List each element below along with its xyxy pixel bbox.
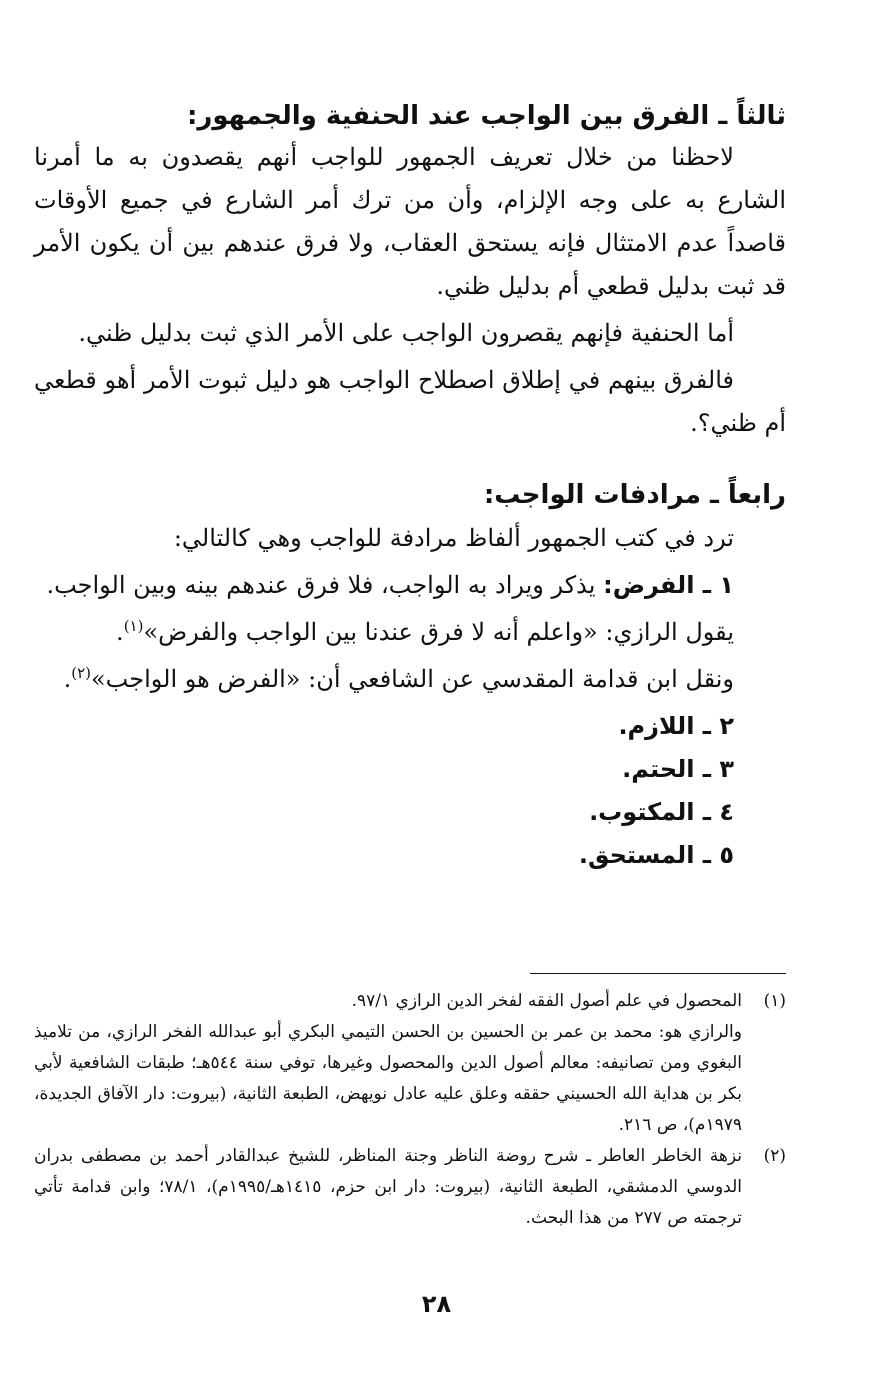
section4-intro: ترد في كتب الجمهور ألفاظ مرادفة للواجب وهي كالتالي: [173,524,734,552]
synonym-item-1 [34,564,786,607]
razi-quote-end: . [116,618,124,646]
footnote-1-citation: المحصول في علم أصول الفقه لفخر الدين الرازي ٩٧/١. [351,991,742,1011]
section4-heading: رابعاً ـ مرادفات الواجب: [483,480,786,510]
razi-quote-text: يقول الرازي: «واعلم أنه لا فرق عندنا بين الواجب والفرض» [143,618,734,646]
razi-quote [34,611,786,654]
footnote-1-biography: والرازي هو: محمد بن عمر بن الحسين بن الحسن التيمي البكري أبو عبدالله الفخر الرازي، من تلاميذ البغوي ومن تصانيفه: معالم أصول الدين والمحصول وغيرها، توفي سنة ٥٤٤هـ؛ طبقات الشافعية لأبي بكر بن هداية الله الحسيني حققه وعلق عليه عادل نويهض، الطبعة الثانية، (بيروت: دار الآفاق الجديدة، ١٩٧٩م)، ص ٢١٦. [34,1022,742,1135]
footnote-1-number: (١) [763,991,786,1011]
main-text [34,96,786,877]
footnote-2-number: (٢) [763,1146,786,1166]
footnote-divider [530,973,786,974]
section3-heading: ثالثاً ـ الفرق بين الواجب عند الحنفية والجمهور: [187,101,786,131]
qudama-quote [34,658,786,701]
synonym-item-2: ٢ ـ اللازم. [618,712,734,740]
section3-paragraph-1: لاحظنا من خلال تعريف الجمهور للواجب أنهم يقصدون به ما أمرنا الشارع به على وجه الإلزام، وأن من ترك أمر الشارع في جميع الأوقات قاصداً عدم الامتثال فإنه يستحق العقاب، ولا فرق عندهم بين أن يكون الأمر قد ثبت بدليل قطعي أم بدليل ظني. [34,143,786,300]
footnote-1 [34,986,786,1141]
footnote-ref-2[interactable]: (٢) [71,664,91,682]
footnote-2 [34,1141,786,1234]
footnote-1-body [34,986,742,1141]
footnote-ref-1[interactable]: (١) [123,617,144,635]
synonym-item-4: ٤ ـ المكتوب. [589,798,734,826]
footnote-2-body: نزهة الخاطر العاطر ـ شرح روضة الناظر وجنة المناظر، للشيخ عبدالقادر أحمد بن مصطفى بدران الدوسي الدمشقي، الطبعة الثانية، (بيروت: دار ابن حزم، ١٤١٥هـ/١٩٩٥م)، ٧٨/١؛ وابن قدامة تأتي ترجمته ص ٢٧٧ من هذا البحث. [34,1146,742,1228]
page-number: ٢٨ [421,1290,452,1318]
qudama-quote-end: . [63,665,72,693]
section3-paragraph-3: فالفرق بينهم في إطلاق اصطلاح الواجب هو دليل ثبوت الأمر أهو قطعي أم ظني؟. [34,366,786,437]
synonym-item-1-text: يذكر ويراد به الواجب، فلا فرق عندهم بينه وبين الواجب. [46,571,604,599]
synonym-term-fard: ١ ـ الفرض: [603,571,734,599]
synonym-item-5: ٥ ـ المستحق. [578,841,734,869]
synonym-item-3: ٣ ـ الحتم. [622,755,734,783]
section3-paragraph-2: أما الحنفية فإنهم يقصرون الواجب على الأمر الذي ثبت بدليل ظني. [78,319,734,347]
qudama-quote-text: ونقل ابن قدامة المقدسي عن الشافعي أن: «الفرض هو الواجب» [90,665,734,693]
footnotes [34,986,786,1234]
